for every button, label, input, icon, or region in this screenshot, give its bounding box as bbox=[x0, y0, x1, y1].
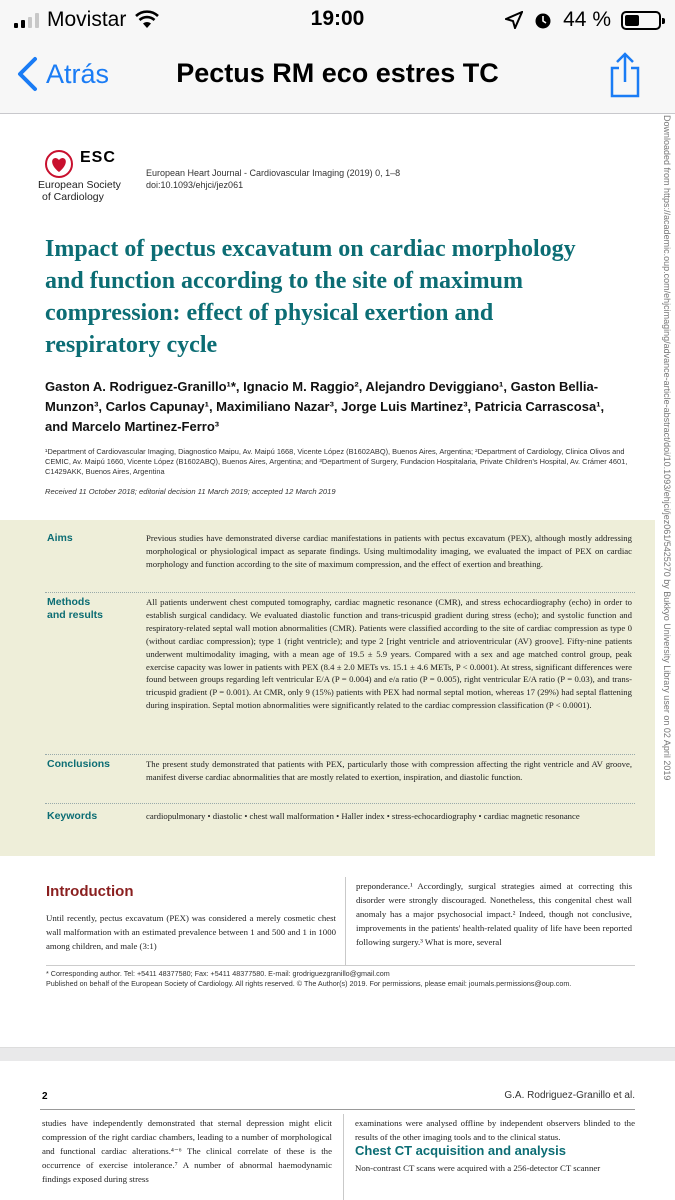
abstract-separator bbox=[45, 754, 635, 755]
battery-icon bbox=[621, 11, 661, 30]
conclusions-text: The present study demonstrated that patients with PEX, particularly those with compression affecting the right ventricle and AV groove, manifest diverse cardiac abnormalities that are mostly related to exertion, inspiration, and diastolic function. bbox=[146, 759, 632, 782]
esc-society-name bbox=[38, 179, 121, 203]
article-title: Impact of pectus excavatum on cardiac morphology and function according to the site of maximum compression: effect of physical exertion and respiratory cycle bbox=[45, 236, 576, 358]
page-number: 2 bbox=[42, 1091, 48, 1102]
methods-label-line-1: Methods bbox=[47, 596, 91, 608]
conclusions-label: Conclusions bbox=[47, 758, 111, 770]
page2-left-column: studies have independently demonstrated that sternal depression might elicit compression of the right cardiac chambers, leading to a number of morphological and functional cardiac alterations.⁴⁻⁶ The clinical correlate of these is the occurrence of exercise intolerance.⁷ A number of abnormal haemodynamic findings exposed during stress bbox=[42, 1118, 332, 1184]
battery-percent: 44 % bbox=[563, 8, 611, 31]
page2-right-column: examinations were analysed offline by independent observers blinded to the results of the other imaging tools and to the clinical status. bbox=[355, 1118, 635, 1142]
keywords-label: Keywords bbox=[47, 810, 98, 822]
footnotes bbox=[46, 969, 635, 989]
header-rule bbox=[40, 1109, 635, 1110]
intro-right-column: preponderance.¹ Accordingly, surgical strategies aimed at correcting this disorder were strongly discouraged. Nonetheless, this congenital chest wall anomaly has a major psychosocial impact.² Indeed, though not conclusive, improvements in the patients' health-related quality of life have been reported following surgery.³ What is more, several bbox=[356, 881, 632, 947]
society-line-1: European Society bbox=[38, 179, 121, 191]
publisher-note: Published on behalf of the European Society of Cardiology. All rights reserved. © The Author(s) 2019. For permissions, please email: journals.permissions@oup.com. bbox=[46, 979, 572, 988]
nav-bar bbox=[0, 40, 675, 114]
download-watermark: Downloaded from https://academic.oup.com/ehjcimaging/advance-article-abstract/doi/10.1093/ehjci/jez061/5425270 by Bukkyo University Library user on 02 April 2019 bbox=[662, 115, 672, 781]
methods-label-line-2: and results bbox=[47, 609, 104, 621]
journal-citation: European Heart Journal - Cardiovascular Imaging (2019) 0, 1–8 bbox=[146, 168, 401, 178]
status-right bbox=[505, 8, 661, 32]
heart-logo-icon bbox=[44, 149, 74, 179]
ct-section-heading: Chest CT acquisition and analysis bbox=[355, 1143, 566, 1158]
status-time: 19:00 bbox=[310, 7, 365, 30]
abstract-separator bbox=[45, 592, 635, 593]
page-separator bbox=[0, 1047, 675, 1061]
structured-abstract bbox=[0, 520, 655, 856]
abstract-separator bbox=[45, 803, 635, 804]
column-divider bbox=[343, 1114, 344, 1200]
keywords-text: cardiopulmonary • diastolic • chest wall malformation • Haller index • stress-echocardiography • cardiac magnetic resonance bbox=[146, 811, 580, 821]
received-dates: Received 11 October 2018; editorial decision 11 March 2019; accepted 12 March 2019 bbox=[45, 487, 336, 496]
introduction-heading: Introduction bbox=[46, 883, 134, 900]
aims-text: Previous studies have demonstrated diverse cardiac manifestations in patients with pectus excavatum (PEX), although mostly addressing morphological or physiological impact as separate findings. Using multimodality imaging, we evaluated the impact of PEX on cardiac morphology and function according to the site of maximum compression, and the effect of exertion and breathing. bbox=[146, 533, 632, 569]
intro-left-column: Until recently, pectus excavatum (PEX) was considered a merely cosmetic chest wall malformation with an estimated prevalence between 1 and 500 and 1 in 1000 among children, and male (3:1) bbox=[46, 913, 336, 951]
footnote-rule bbox=[46, 965, 635, 966]
esc-wordmark: ESC bbox=[80, 149, 116, 166]
ct-section-text: Non-contrast CT scans were acquired with a 256-detector CT scanner bbox=[355, 1163, 601, 1173]
location-arrow-icon bbox=[505, 11, 523, 29]
author-affiliations: ¹Department of Cardiovascular Imaging, Diagnostico Maipu, Av. Maipú 1668, Vicente López (B1602ABQ), Buenos Aires, Argentina; ²Department of Cardiology, Clinica Olivos and CEMIC, Av. Maipú 1660, Vicente López (B1602ABQ), Buenos Aires, Argentina; and ³Department of Surgery, Fundacion Hospitalaria, Private Children's Hospital, Av. Crámer 4601, C1429AKK, Buenos Aires, Argentina bbox=[45, 447, 628, 476]
back-label: Atrás bbox=[46, 58, 110, 89]
society-line-2: of Cardiology bbox=[42, 191, 104, 203]
pdf-page-2 bbox=[0, 1061, 675, 1200]
article-authors: Gaston A. Rodriguez-Granillo¹*, Ignacio M. Raggio², Alejandro Deviggiano¹, Gaston Bellia-Munzon³, Carlos Capunay¹, Maximiliano Nazar³, Jorge Luis Martinez³, Patricia Carrascosa¹, and Marcelo Martinez-Ferro³ bbox=[45, 379, 605, 434]
battery-fill bbox=[625, 15, 639, 26]
column-divider bbox=[345, 877, 346, 965]
status-bar bbox=[0, 0, 675, 40]
running-head: G.A. Rodriguez-Granillo et al. bbox=[504, 1090, 635, 1101]
pdf-page-1 bbox=[0, 115, 675, 1047]
methods-text: All patients underwent chest computed tomography, cardiac magnetic resonance (CMR), and stress echocardiography (echo) in order to establish surgical candidacy. We evaluated diastolic function and trans-tricuspid gradient during stress (echo); and systolic function and respiratory-related septal wall motion abnormalities (CMR). Patients were classified according to the site of cardiac compression as type 0 (without cardiac compression); type 1 (right ventricle); and type 2 [right ventricle and atrioventricular (AV) groove]. Fifty-nine patients underwent multimodality imaging, with a mean age of 19.5 ± 5.9 years. Compared with a sex and age matched control group, peak exercise capacity was lower in patients with PEX (8.4 ± 2.0 METs vs. 15.1 ± 4.6 METs, P < 0.0001). At stress, significant differences were found between groups regarding left ventricular E/A (P = 0.004) and e/a ratio (P = 0.005), right ventricular E/A ratio (P = 0.03), and trans-tricuspid gradient (P = 0.001). At CMR, only 9 (15%) patients with PEX had normal septal motion, whereas 17 (29%) had septal flattening during inspiration. Septal motion abnormalities were significantly related to the cardiac compression classification (P < 0.0001). bbox=[146, 597, 632, 711]
esc-logo bbox=[44, 149, 116, 179]
journal-info bbox=[146, 167, 400, 191]
journal-doi[interactable]: doi:10.1093/ehjci/jez061 bbox=[146, 180, 244, 190]
methods-label bbox=[47, 596, 137, 622]
alarm-icon bbox=[533, 10, 553, 30]
corresponding-author-note: * Corresponding author. Tel: +5411 48377580; Fax: +5411 48377580. E-mail: grodriguezgranillo@gmail.com bbox=[46, 969, 390, 978]
carrier-label: Movistar bbox=[47, 8, 127, 31]
share-icon[interactable] bbox=[609, 52, 641, 98]
aims-label: Aims bbox=[47, 532, 73, 544]
nav-title: Pectus RM eco estres TC bbox=[176, 58, 499, 88]
